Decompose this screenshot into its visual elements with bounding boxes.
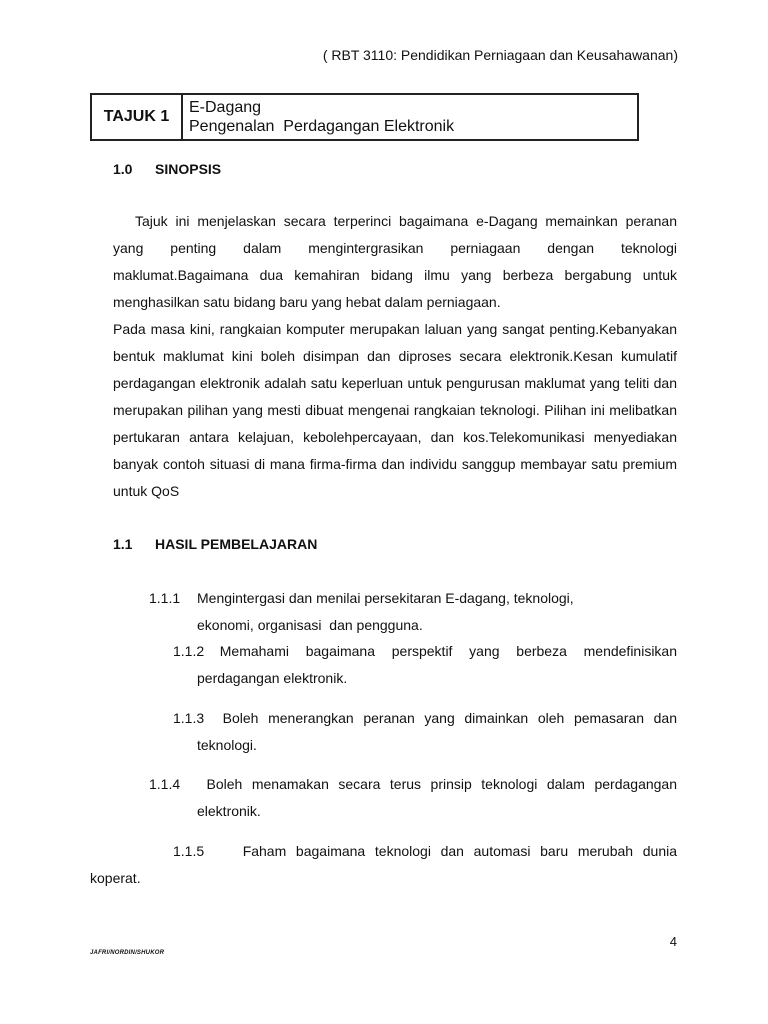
outcomes-number: 1.1 [113, 536, 133, 552]
synopsis-heading [113, 161, 221, 177]
course-header: ( RBT 3110: Pendidikan Perniagaan dan Keusahawanan) [322, 47, 678, 63]
topic-title-main: E-Dagang [189, 99, 262, 116]
topic-title-sub: Pengenalan Perdagangan Elektronik [189, 118, 455, 135]
outcome-item: 1.1.3 Boleh menerangkan peranan yang dimainkan oleh pemasaran dan teknologi. [173, 710, 677, 753]
synopsis-title: SINOPSIS [155, 161, 222, 177]
page-number: 4 [669, 934, 677, 949]
synopsis-paragraph-2: Pada masa kini, rangkaian komputer merupakan laluan yang sangat penting.Kebanyakan bentuk maklumat kini boleh disimpan dan diproses secara elektronik.Kesan kumulatif perdagangan elektronik adalah satu keperluan untuk pengurusan maklumat yang teliti dan merupakan pilihan yang mesti dibuat mengenai rangkaian teknologi. Pilihan ini melibatkan pertukaran antara kelajuan, kebolehpercayaan, dan kos.Telekomunikasi menyediakan banyak contoh situasi di mana firma-firma dan individu sanggup membayar satu premium untuk QoS [113, 321, 677, 499]
outcomes-title: HASIL PEMBELAJARAN [155, 536, 318, 552]
synopsis-number: 1.0 [113, 161, 133, 177]
outcome-item: 1.1.4 Boleh menamakan secara terus prinsip teknologi dalam perdagangan elektronik. [149, 776, 678, 819]
topic-title-box [90, 93, 639, 141]
outcome-item: 1.1.1 Mengintergasi dan menilai persekitaran E-dagang, teknologi, ekonomi, organisasi dan pengguna. [149, 590, 574, 633]
outcome-item: 1.1.5 Faham bagaimana teknologi dan automasi baru merubah dunia koperat. [90, 843, 678, 886]
topic-label: TAJUK 1 [92, 95, 183, 139]
outcome-item: 1.1.2 Memahami bagaimana perspektif yang berbeza mendefinisikan perdagangan elektronik. [173, 643, 678, 686]
footer-author: JAFRI/NORDIN/SHUKOR [90, 950, 165, 956]
synopsis-paragraph-1: Tajuk ini menjelaskan secara terperinci bagaimana e-Dagang memainkan peranan yang penting dalam mengintergrasikan perniagaan dengan teknologi maklumat.Bagaimana dua kemahiran bidang ilmu yang berbeza bergabung untuk menghasilkan satu bidang baru yang hebat dalam perniagaan. [113, 213, 677, 310]
topic-titles [183, 95, 460, 139]
outcomes-heading [113, 536, 317, 552]
